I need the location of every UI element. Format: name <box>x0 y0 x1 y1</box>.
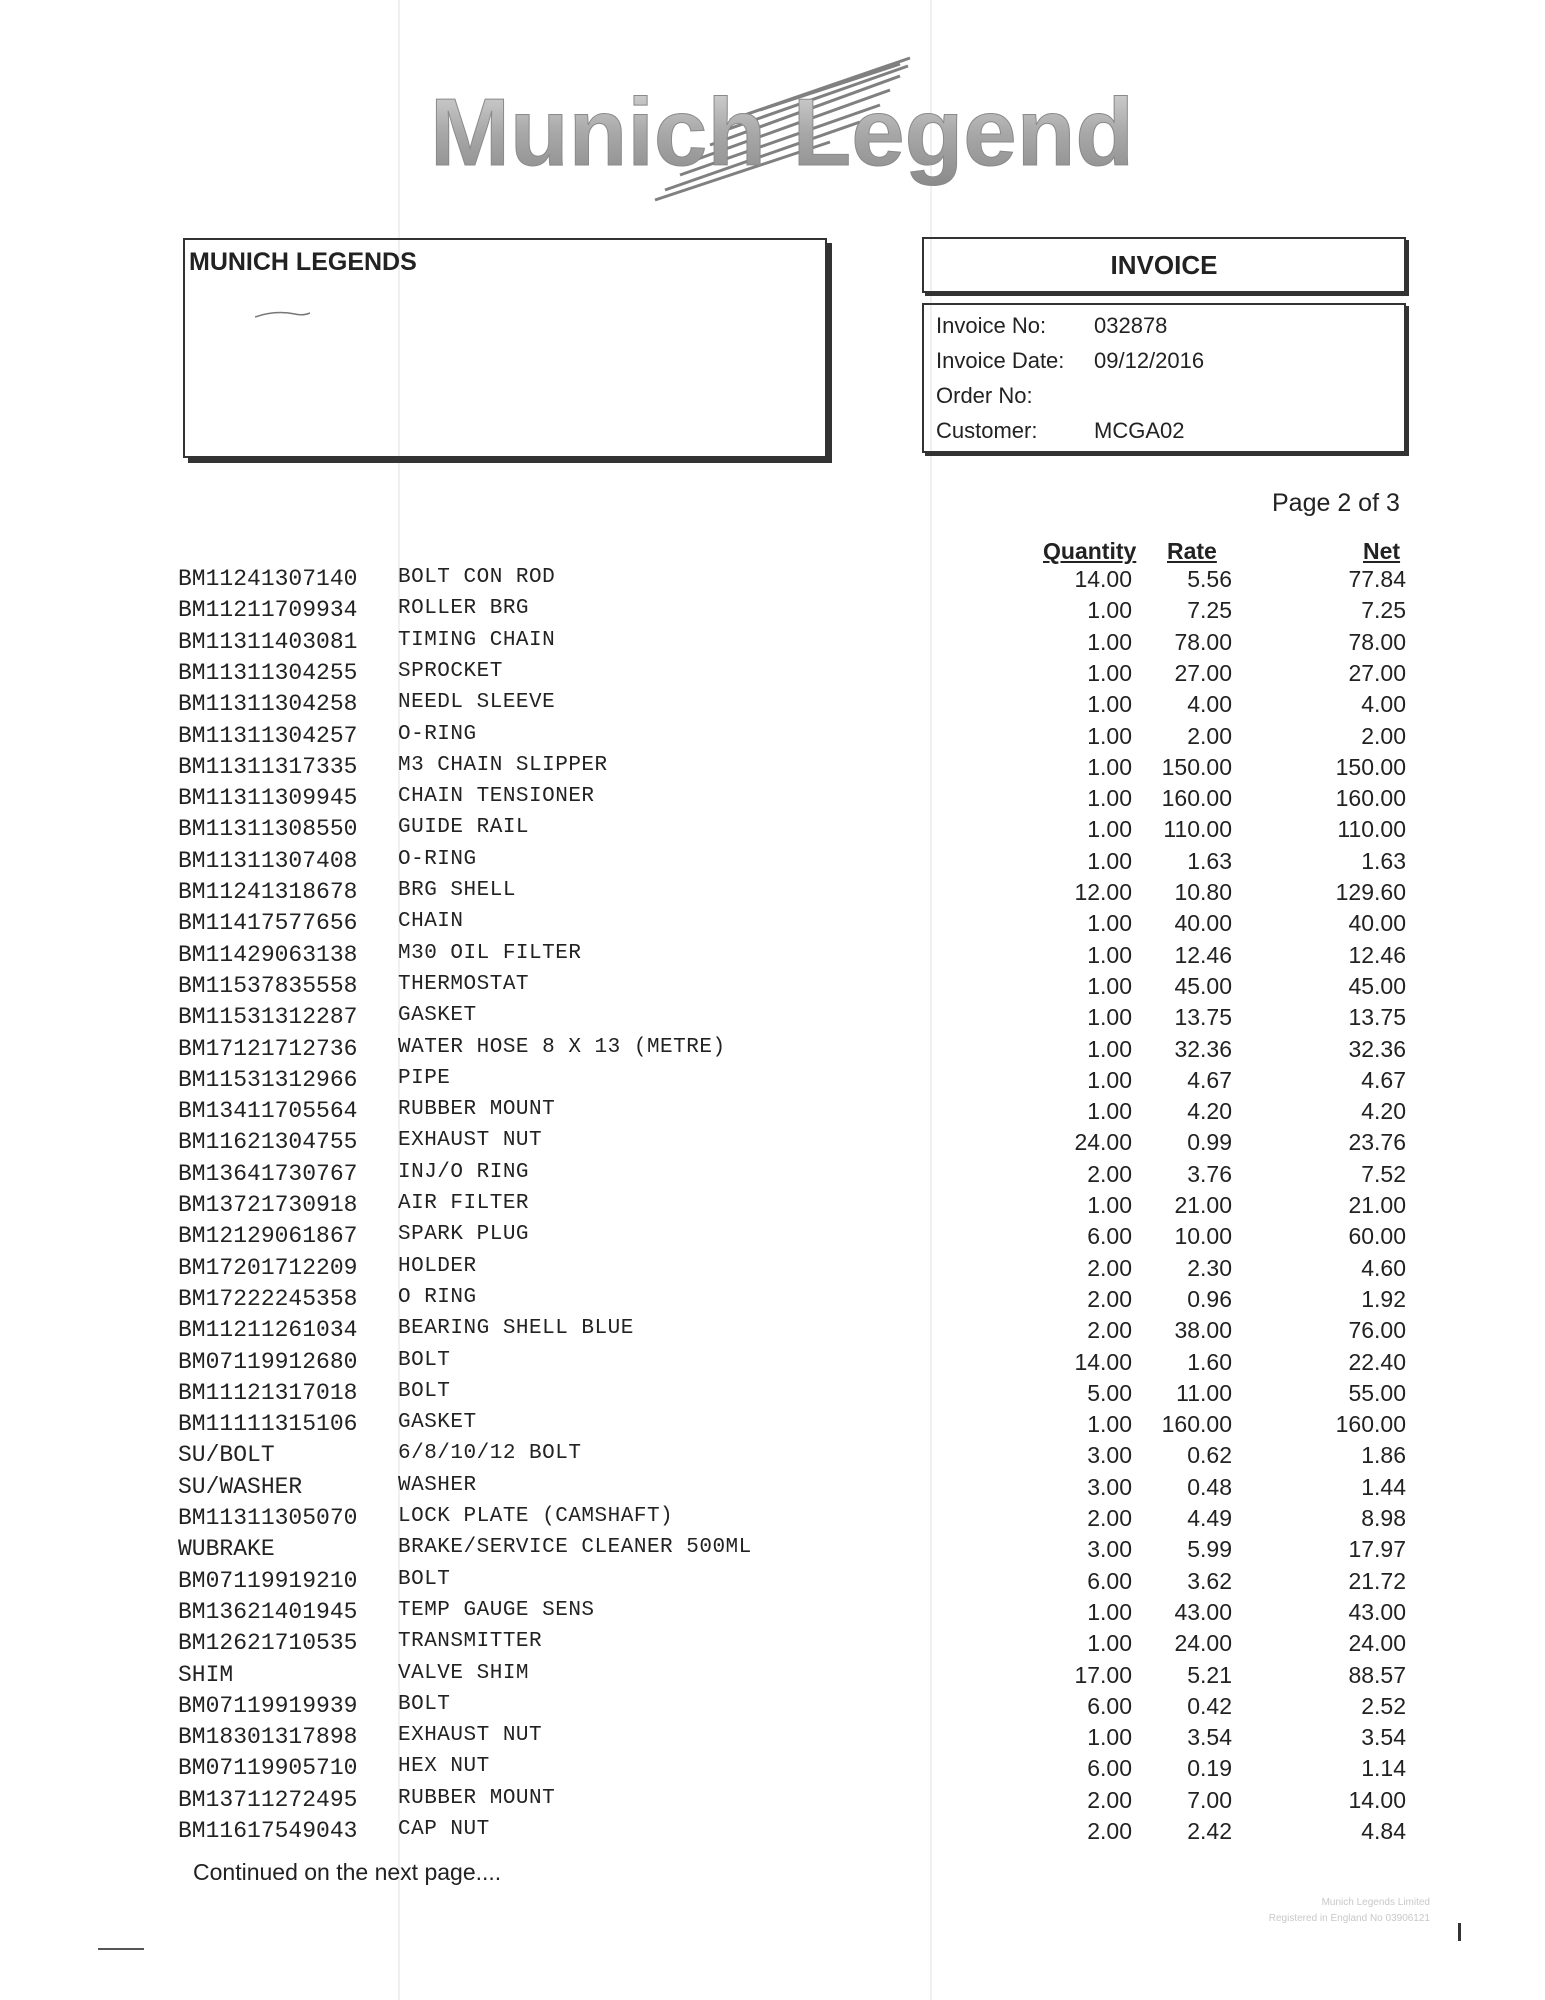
item-description: O-RING <box>398 847 477 871</box>
item-description: VALVE SHIM <box>398 1661 530 1685</box>
table-row <box>0 754 1545 785</box>
item-rate: 3.62 <box>1187 1567 1232 1594</box>
item-quantity: 1.00 <box>1087 816 1132 843</box>
item-quantity: 1.00 <box>1087 1066 1132 1093</box>
item-rate: 1.63 <box>1187 847 1232 874</box>
item-code: SHIM <box>178 1661 234 1688</box>
item-net: 8.98 <box>1361 1505 1406 1531</box>
item-description: INJ/O RING <box>398 1160 530 1184</box>
item-quantity: 12.00 <box>1074 879 1132 905</box>
item-description: CHAIN <box>398 910 464 934</box>
table-row <box>0 1192 1545 1223</box>
item-rate: 4.00 <box>1187 691 1232 718</box>
item-description: BOLT CON ROD <box>398 566 556 589</box>
scan-mark-edge <box>1458 1923 1461 1941</box>
item-net: 1.63 <box>1361 847 1406 874</box>
item-net: 150.00 <box>1335 753 1406 780</box>
item-description: EXHAUST NUT <box>398 1724 543 1748</box>
item-code: BM11537835558 <box>178 972 358 999</box>
item-quantity: 1.00 <box>1087 972 1132 999</box>
item-code: BM11311403081 <box>178 628 358 655</box>
item-code: BM11311309945 <box>178 785 358 812</box>
table-row <box>0 942 1545 973</box>
item-code: BM07119919939 <box>178 1692 358 1719</box>
item-code: BM11417577656 <box>178 910 358 937</box>
item-quantity: 1.00 <box>1087 941 1132 968</box>
table-row <box>0 1568 1545 1599</box>
item-code: BM11311304255 <box>178 659 358 686</box>
item-code: BM11531312287 <box>178 1004 358 1031</box>
item-rate: 5.99 <box>1187 1536 1232 1563</box>
item-rate: 24.00 <box>1174 1630 1232 1657</box>
item-description: PIPE <box>398 1066 451 1090</box>
item-description: TRANSMITTER <box>398 1630 543 1654</box>
table-row <box>0 1098 1545 1129</box>
item-net: 160.00 <box>1335 785 1406 812</box>
item-rate: 43.00 <box>1174 1598 1232 1625</box>
invoice-number-label: Invoice No: <box>936 313 1047 338</box>
item-quantity: 1.00 <box>1087 659 1132 686</box>
item-code: WUBRAKE <box>178 1536 275 1563</box>
item-net: 160.00 <box>1335 1411 1406 1438</box>
table-row <box>0 1036 1545 1067</box>
table-row <box>0 1474 1545 1505</box>
item-rate: 45.00 <box>1174 972 1232 999</box>
item-description: ROLLER BRG <box>398 597 530 621</box>
item-description: NEEDL SLEEVE <box>398 691 556 715</box>
item-description: M30 OIL FILTER <box>398 941 582 965</box>
item-description: THERMOSTAT <box>398 972 530 996</box>
item-description: WASHER <box>398 1473 477 1497</box>
item-description: GASKET <box>398 1411 477 1435</box>
item-rate: 4.67 <box>1187 1066 1232 1093</box>
table-row <box>0 1693 1545 1724</box>
item-description: BEARING SHELL BLUE <box>398 1317 634 1341</box>
table-row <box>0 910 1545 941</box>
item-net: 77.84 <box>1348 566 1406 592</box>
logo-text: Munich Legends <box>430 79 1130 186</box>
item-quantity: 1.00 <box>1087 1598 1132 1625</box>
table-row <box>0 1755 1545 1786</box>
customer-row <box>936 418 1184 444</box>
item-net: 129.60 <box>1335 879 1406 905</box>
item-net: 22.40 <box>1348 1348 1406 1375</box>
order-number-row <box>936 383 1094 409</box>
item-code: BM11311305070 <box>178 1505 358 1531</box>
item-net: 24.00 <box>1348 1630 1406 1657</box>
item-rate: 2.00 <box>1187 722 1232 749</box>
item-quantity: 2.00 <box>1087 1160 1132 1187</box>
item-code: BM13721730918 <box>178 1192 358 1218</box>
item-description: RUBBER MOUNT <box>398 1098 556 1122</box>
item-net: 14.00 <box>1348 1786 1406 1813</box>
item-net: 2.00 <box>1361 722 1406 749</box>
item-rate: 2.42 <box>1187 1818 1232 1844</box>
table-row <box>0 691 1545 722</box>
item-code: BM11617549043 <box>178 1818 358 1844</box>
invoice-number-value: 032878 <box>1094 313 1168 338</box>
item-description: M3 CHAIN SLIPPER <box>398 753 608 777</box>
item-code: BM07119905710 <box>178 1755 358 1782</box>
continued-note: Continued on the next page.... <box>193 1859 502 1885</box>
item-quantity: 6.00 <box>1087 1567 1132 1594</box>
table-row <box>0 1818 1545 1849</box>
item-quantity: 6.00 <box>1087 1223 1132 1250</box>
item-description: WATER HOSE 8 X 13 (METRE) <box>398 1035 726 1059</box>
item-rate: 13.75 <box>1174 1004 1232 1031</box>
item-quantity: 1.00 <box>1087 1630 1132 1657</box>
item-net: 78.00 <box>1348 628 1406 655</box>
table-row <box>0 1067 1545 1098</box>
item-quantity: 14.00 <box>1074 566 1132 592</box>
item-quantity: 1.00 <box>1087 1724 1132 1751</box>
item-code: BM11621304755 <box>178 1129 358 1156</box>
item-rate: 5.21 <box>1187 1661 1232 1688</box>
item-net: 21.72 <box>1348 1567 1406 1594</box>
item-description: RUBBER MOUNT <box>398 1786 556 1810</box>
item-code: BM11429063138 <box>178 941 358 968</box>
item-code: BM13711272495 <box>178 1786 358 1813</box>
item-net: 4.60 <box>1361 1254 1406 1281</box>
item-rate: 12.46 <box>1174 941 1232 968</box>
table-row <box>0 1411 1545 1442</box>
item-rate: 160.00 <box>1161 785 1232 812</box>
item-net: 4.67 <box>1361 1066 1406 1093</box>
table-row <box>0 973 1545 1004</box>
item-net: 43.00 <box>1348 1598 1406 1625</box>
company-logo <box>430 50 1130 210</box>
item-net: 7.25 <box>1361 597 1406 624</box>
item-quantity: 6.00 <box>1087 1692 1132 1719</box>
item-quantity: 3.00 <box>1087 1473 1132 1500</box>
item-net: 1.92 <box>1361 1285 1406 1312</box>
item-quantity: 1.00 <box>1087 1192 1132 1218</box>
item-description: SPROCKET <box>398 659 503 683</box>
scan-mark <box>98 1948 144 1950</box>
item-net: 88.57 <box>1348 1661 1406 1688</box>
item-net: 23.76 <box>1348 1129 1406 1156</box>
item-quantity: 1.00 <box>1087 628 1132 655</box>
item-rate: 0.96 <box>1187 1285 1232 1312</box>
item-rate: 0.19 <box>1187 1755 1232 1782</box>
item-quantity: 2.00 <box>1087 1818 1132 1844</box>
item-quantity: 1.00 <box>1087 1035 1132 1062</box>
table-row <box>0 1004 1545 1035</box>
table-row <box>0 1255 1545 1286</box>
item-quantity: 1.00 <box>1087 753 1132 780</box>
item-code: BM18301317898 <box>178 1724 358 1751</box>
invoice-date-value: 09/12/2016 <box>1094 348 1205 373</box>
table-row <box>0 1505 1545 1536</box>
item-description: EXHAUST NUT <box>398 1129 543 1153</box>
item-net: 1.86 <box>1361 1442 1406 1469</box>
item-net: 4.00 <box>1361 691 1406 718</box>
item-quantity: 1.00 <box>1087 722 1132 749</box>
item-rate: 3.54 <box>1187 1724 1232 1751</box>
item-code: BM07119912680 <box>178 1348 358 1375</box>
item-rate: 160.00 <box>1161 1411 1232 1438</box>
item-code: BM11111315106 <box>178 1411 358 1438</box>
item-code: SU/WASHER <box>178 1473 303 1500</box>
item-net: 60.00 <box>1348 1223 1406 1250</box>
item-net: 110.00 <box>1337 816 1406 843</box>
table-row <box>0 1787 1545 1818</box>
invoice-number-row <box>936 313 1167 339</box>
item-quantity: 2.00 <box>1087 1285 1132 1312</box>
item-code: BM11311304257 <box>178 722 358 749</box>
item-rate: 7.25 <box>1187 597 1232 624</box>
item-rate: 32.36 <box>1174 1035 1232 1062</box>
item-rate: 110.00 <box>1163 816 1232 843</box>
item-quantity: 2.00 <box>1087 1786 1132 1813</box>
item-description: 6/8/10/12 BOLT <box>398 1442 582 1466</box>
item-code: BM11241318678 <box>178 879 358 905</box>
item-description: BRG SHELL <box>398 879 516 902</box>
item-code: BM17222245358 <box>178 1285 358 1312</box>
item-rate: 0.42 <box>1187 1692 1232 1719</box>
item-rate: 4.49 <box>1187 1505 1232 1531</box>
item-net: 17.97 <box>1348 1536 1406 1563</box>
item-description: TEMP GAUGE SENS <box>398 1598 595 1622</box>
item-code: BM12621710535 <box>178 1630 358 1657</box>
table-row <box>0 848 1545 879</box>
table-row <box>0 660 1545 691</box>
page-number: Page 2 of 3 <box>1272 489 1400 517</box>
item-net: 45.00 <box>1348 972 1406 999</box>
item-rate: 38.00 <box>1174 1317 1232 1344</box>
table-row <box>0 879 1545 910</box>
item-quantity: 5.00 <box>1087 1379 1132 1406</box>
item-net: 3.54 <box>1361 1724 1406 1751</box>
item-code: BM11311307408 <box>178 847 358 874</box>
item-quantity: 2.00 <box>1087 1505 1132 1531</box>
item-rate: 10.80 <box>1174 879 1232 905</box>
billing-address-box <box>183 238 827 458</box>
item-quantity: 1.00 <box>1087 597 1132 624</box>
footer-registration: Registered in England No 03906121 <box>1268 1913 1430 1924</box>
item-quantity: 1.00 <box>1087 847 1132 874</box>
item-description: CHAIN TENSIONER <box>398 785 595 809</box>
table-row <box>0 1317 1545 1348</box>
item-quantity: 17.00 <box>1074 1661 1132 1688</box>
invoice-date-label: Invoice Date: <box>936 348 1065 373</box>
billing-name: MUNICH LEGENDS <box>189 248 417 276</box>
item-code: BM17201712209 <box>178 1254 358 1281</box>
handwritten-mark <box>255 310 310 320</box>
item-description: SPARK PLUG <box>398 1223 530 1247</box>
invoice-title: INVOICE <box>922 237 1406 293</box>
item-description: BOLT <box>398 1692 451 1716</box>
item-description: HOLDER <box>398 1254 477 1278</box>
table-row <box>0 629 1545 660</box>
item-rate: 1.60 <box>1187 1348 1232 1375</box>
item-description: O-RING <box>398 722 477 746</box>
item-description: AIR FILTER <box>398 1192 530 1215</box>
customer-label: Customer: <box>936 418 1038 443</box>
item-quantity: 24.00 <box>1074 1129 1132 1156</box>
item-code: BM11241307140 <box>178 566 358 592</box>
table-row <box>0 1349 1545 1380</box>
item-net: 1.14 <box>1361 1755 1406 1782</box>
item-description: TIMING CHAIN <box>398 628 556 652</box>
item-net: 55.00 <box>1348 1379 1406 1406</box>
table-row <box>0 816 1545 847</box>
item-rate: 27.00 <box>1174 659 1232 686</box>
table-row <box>0 1286 1545 1317</box>
item-quantity: 1.00 <box>1087 910 1132 937</box>
item-quantity: 14.00 <box>1074 1348 1132 1375</box>
item-rate: 78.00 <box>1174 628 1232 655</box>
item-rate: 5.56 <box>1187 566 1232 592</box>
company-registration-footer <box>1200 1895 1430 1927</box>
item-net: 4.84 <box>1361 1818 1406 1844</box>
item-description: LOCK PLATE (CAMSHAFT) <box>398 1505 674 1528</box>
item-description: CAP NUT <box>398 1818 490 1841</box>
item-code: BM07119919210 <box>178 1567 358 1594</box>
table-row <box>0 1161 1545 1192</box>
item-description: GASKET <box>398 1004 477 1028</box>
item-quantity: 3.00 <box>1087 1442 1132 1469</box>
item-rate: 21.00 <box>1174 1192 1232 1218</box>
table-row <box>0 1442 1545 1473</box>
rate-header: Rate <box>1167 538 1217 564</box>
item-code: BM12129061867 <box>178 1223 358 1250</box>
customer-value: MCGA02 <box>1094 418 1185 443</box>
table-row <box>0 1223 1545 1254</box>
item-code: BM11121317018 <box>178 1379 358 1406</box>
item-net: 40.00 <box>1348 910 1406 937</box>
item-net: 13.75 <box>1348 1004 1406 1031</box>
item-rate: 40.00 <box>1174 910 1232 937</box>
table-row <box>0 1380 1545 1411</box>
item-quantity: 3.00 <box>1087 1536 1132 1563</box>
item-quantity: 2.00 <box>1087 1317 1132 1344</box>
item-rate: 0.99 <box>1187 1129 1232 1156</box>
item-description: O RING <box>398 1285 477 1309</box>
table-row <box>0 597 1545 628</box>
item-net: 32.36 <box>1348 1035 1406 1062</box>
net-header: Net <box>1363 538 1401 564</box>
item-net: 7.52 <box>1361 1160 1406 1187</box>
quantity-header: Quantity <box>1043 538 1137 564</box>
item-description: BOLT <box>398 1348 451 1372</box>
table-row <box>0 723 1545 754</box>
item-net: 1.44 <box>1361 1473 1406 1500</box>
footer-company: Munich Legends Limited <box>1321 1897 1430 1908</box>
item-quantity: 1.00 <box>1087 1098 1132 1125</box>
item-rate: 7.00 <box>1187 1786 1232 1813</box>
item-code: SU/BOLT <box>178 1442 275 1469</box>
table-row <box>0 1630 1545 1661</box>
invoice-details-box <box>922 303 1406 453</box>
item-code: BM13411705564 <box>178 1098 358 1125</box>
item-net: 76.00 <box>1348 1317 1406 1344</box>
item-rate: 0.62 <box>1187 1442 1232 1469</box>
item-rate: 0.48 <box>1187 1473 1232 1500</box>
item-description: BRAKE/SERVICE CLEANER 500ML <box>398 1536 752 1560</box>
item-rate: 4.20 <box>1187 1098 1232 1125</box>
item-description: GUIDE RAIL <box>398 816 530 840</box>
item-description: HEX NUT <box>398 1755 490 1779</box>
item-code: BM11311308550 <box>178 816 358 843</box>
item-rate: 11.00 <box>1176 1379 1232 1406</box>
order-number-label: Order No: <box>936 383 1033 408</box>
item-description: BOLT <box>398 1567 451 1591</box>
item-code: BM13621401945 <box>178 1598 358 1625</box>
item-net: 27.00 <box>1348 659 1406 686</box>
item-rate: 150.00 <box>1161 753 1232 780</box>
item-code: BM13641730767 <box>178 1160 358 1187</box>
item-quantity: 1.00 <box>1087 1004 1132 1031</box>
item-code: BM17121712736 <box>178 1035 358 1062</box>
item-quantity: 2.00 <box>1087 1254 1132 1281</box>
item-code: BM11311304258 <box>178 691 358 718</box>
item-code: BM11531312966 <box>178 1066 358 1093</box>
item-quantity: 1.00 <box>1087 785 1132 812</box>
table-row <box>0 1599 1545 1630</box>
item-code: BM11311317335 <box>178 753 358 780</box>
table-row <box>0 785 1545 816</box>
item-net: 12.46 <box>1348 941 1406 968</box>
invoice-date-row <box>936 348 1204 374</box>
item-rate: 10.00 <box>1174 1223 1232 1250</box>
item-rate: 3.76 <box>1187 1160 1232 1187</box>
table-row <box>0 1536 1545 1567</box>
item-quantity: 1.00 <box>1087 691 1132 718</box>
item-code: BM11211709934 <box>178 597 358 624</box>
table-row <box>0 566 1545 597</box>
item-quantity: 1.00 <box>1087 1411 1132 1438</box>
table-row <box>0 1662 1545 1693</box>
item-quantity: 6.00 <box>1087 1755 1132 1782</box>
item-description: BOLT <box>398 1379 451 1403</box>
table-row <box>0 1724 1545 1755</box>
item-net: 2.52 <box>1361 1692 1406 1719</box>
item-code: BM11211261034 <box>178 1317 358 1344</box>
item-rate: 2.30 <box>1187 1254 1232 1281</box>
item-net: 21.00 <box>1348 1192 1406 1218</box>
table-row <box>0 1129 1545 1160</box>
item-net: 4.20 <box>1361 1098 1406 1125</box>
